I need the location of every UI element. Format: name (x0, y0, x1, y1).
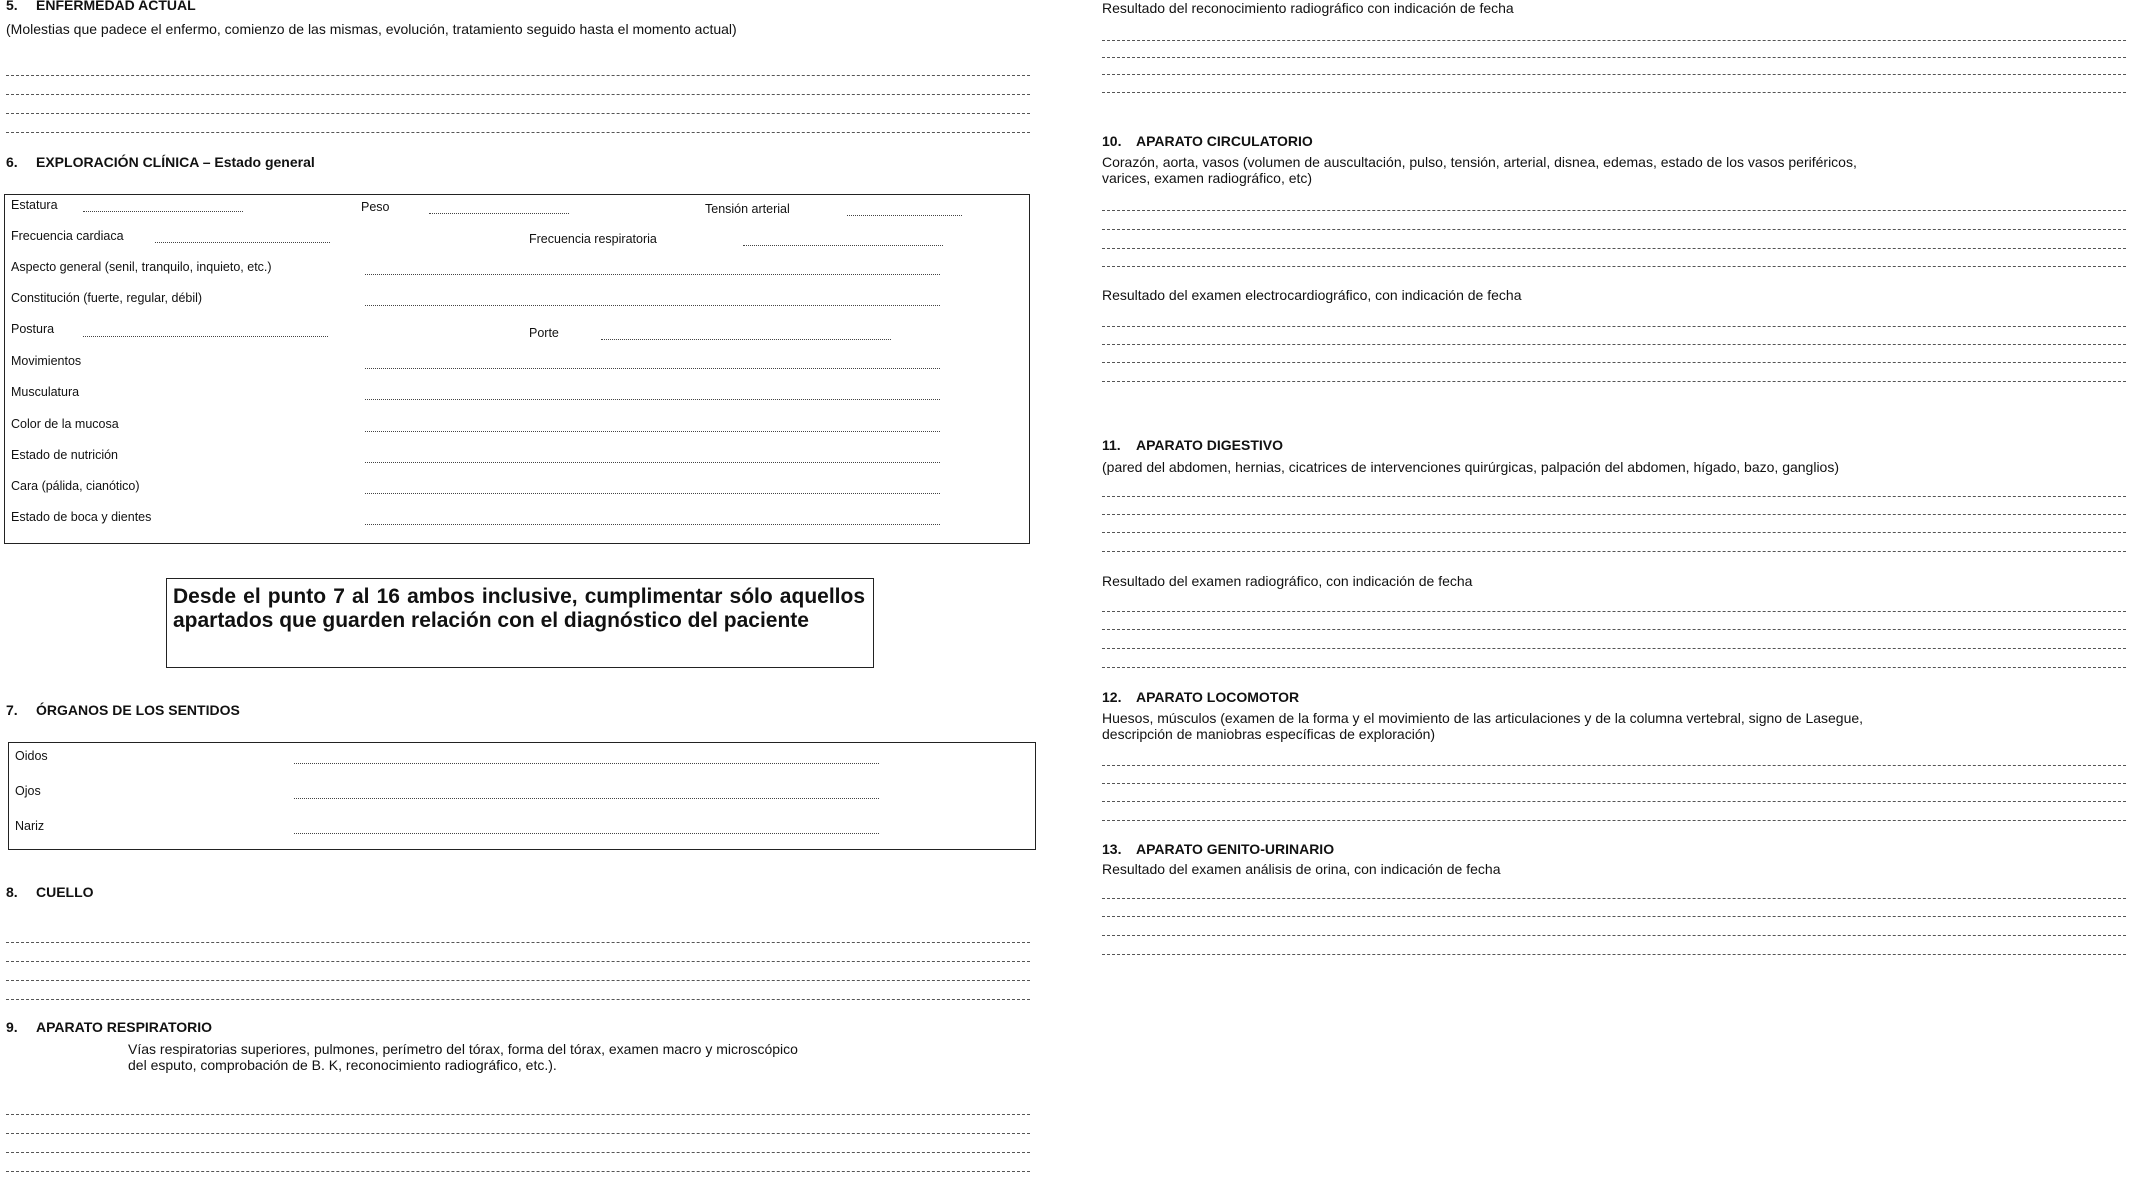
cara-label: Cara (pálida, cianótico) (11, 479, 140, 493)
digestive-radiographic-line[interactable] (1102, 629, 2126, 630)
postura-field[interactable] (83, 336, 328, 337)
postura-label: Postura (11, 322, 55, 336)
section-12-heading: 12. APARATO LOCOMOTOR (1102, 689, 1300, 705)
section-8-line[interactable] (6, 999, 1030, 1000)
section-5-heading: 5. ENFERMEDAD ACTUAL (6, 0, 196, 13)
section-5-subtitle: (Molestias que padece el enfermo, comienzo de las mismas, evolución, tratamiento seguido hasta el momento actual) (6, 21, 737, 37)
mucosa-label: Color de la mucosa (11, 417, 119, 431)
tension-field[interactable] (847, 215, 962, 216)
boca-field[interactable] (365, 524, 940, 525)
section-5-line[interactable] (6, 75, 1030, 76)
digestive-radiographic-line[interactable] (1102, 611, 2126, 612)
porte-field[interactable] (601, 339, 891, 340)
frecuencia-cardiaca-field[interactable] (155, 242, 330, 243)
section-10-description-2: varices, examen radiográfico, etc) (1102, 170, 1313, 186)
general-exam-box (4, 194, 1030, 544)
instruction-note-box (166, 578, 874, 668)
section-11-description: (pared del abdomen, hernias, cicatrices de intervenciones quirúrgicas, palpación del abdomen, hígado, bazo, ganglios) (1102, 459, 1840, 475)
section-13-line[interactable] (1102, 954, 2126, 955)
estatura-label: Estatura (11, 198, 58, 212)
section-12-line[interactable] (1102, 820, 2126, 821)
section-9-heading: 9. APARATO RESPIRATORIO (6, 1019, 213, 1035)
constitucion-field[interactable] (365, 305, 940, 306)
section-9-description-1: Vías respiratorias superiores, pulmones, perímetro del tórax, forma del tórax, examen macro y microscópico (128, 1041, 798, 1057)
aspecto-field[interactable] (365, 274, 940, 275)
musculatura-field[interactable] (365, 399, 940, 400)
radiographic-result-label: Resultado del reconocimiento radiográfico con indicación de fecha (1102, 0, 1514, 16)
nariz-field[interactable] (294, 833, 879, 834)
section-5-line[interactable] (6, 94, 1030, 95)
oidos-label: Oidos (15, 749, 48, 763)
section-11-line[interactable] (1102, 496, 2126, 497)
mucosa-field[interactable] (365, 431, 940, 432)
section-8-line[interactable] (6, 980, 1030, 981)
ecg-line[interactable] (1102, 381, 2126, 382)
nutricion-field[interactable] (365, 462, 940, 463)
movimientos-field[interactable] (365, 368, 940, 369)
peso-field[interactable] (429, 213, 569, 214)
section-10-heading: 10. APARATO CIRCULATORIO (1102, 133, 1313, 149)
radiographic-line[interactable] (1102, 40, 2126, 41)
radiographic-line[interactable] (1102, 92, 2126, 93)
digestive-radiographic-label: Resultado del examen radiográfico, con indicación de fecha (1102, 573, 1473, 589)
ecg-result-label: Resultado del examen electrocardiográfico, con indicación de fecha (1102, 287, 1522, 303)
digestive-radiographic-line[interactable] (1102, 648, 2126, 649)
section-9-description-2: del esputo, comprobación de B. K, reconocimiento radiográfico, etc.). (128, 1057, 557, 1073)
radiographic-line[interactable] (1102, 57, 2126, 58)
section-13-heading: 13. APARATO GENITO-URINARIO (1102, 841, 1335, 857)
frecuencia-respiratoria-field[interactable] (743, 245, 943, 246)
musculatura-label: Musculatura (11, 385, 80, 399)
section-10-line[interactable] (1102, 229, 2126, 230)
nariz-label: Nariz (15, 819, 45, 833)
section-10-description-1: Corazón, aorta, vasos (volumen de auscultación, pulso, tensión, arterial, disnea, edemas, estado de los vasos periféricos, (1102, 154, 1857, 170)
ecg-line[interactable] (1102, 344, 2126, 345)
section-6-heading: 6. EXPLORACIÓN CLÍNICA – Estado general (6, 154, 315, 170)
ecg-line[interactable] (1102, 362, 2126, 363)
instruction-note: Desde el punto 7 al 16 ambos inclusive, cumplimentar sólo aquellos apartados que guarden relación con el diagnóstico del paciente (173, 585, 865, 632)
section-5-line[interactable] (6, 113, 1030, 114)
section-8-line[interactable] (6, 961, 1030, 962)
section-12-line[interactable] (1102, 765, 2126, 766)
frecuencia-cardiaca-label: Frecuencia cardiaca (11, 229, 124, 243)
boca-label: Estado de boca y dientes (11, 510, 152, 524)
movimientos-label: Movimientos (11, 354, 82, 368)
section-13-line[interactable] (1102, 898, 2126, 899)
porte-label: Porte (529, 326, 559, 340)
section-13-description: Resultado del examen análisis de orina, con indicación de fecha (1102, 861, 1501, 877)
section-8-heading: 8. CUELLO (6, 884, 94, 900)
section-8-line[interactable] (6, 942, 1030, 943)
section-7-heading: 7. ÓRGANOS DE LOS SENTIDOS (6, 702, 240, 718)
section-9-line[interactable] (6, 1152, 1030, 1153)
section-9-line[interactable] (6, 1114, 1030, 1115)
section-10-line[interactable] (1102, 248, 2126, 249)
estatura-field[interactable] (83, 211, 243, 212)
tension-label: Tensión arterial (705, 202, 790, 216)
ecg-line[interactable] (1102, 326, 2126, 327)
section-10-line[interactable] (1102, 266, 2126, 267)
radiographic-line[interactable] (1102, 74, 2126, 75)
section-13-line[interactable] (1102, 935, 2126, 936)
frecuencia-respiratoria-label: Frecuencia respiratoria (529, 232, 657, 246)
ojos-label: Ojos (15, 784, 41, 798)
aspecto-label: Aspecto general (senil, tranquilo, inquieto, etc.) (11, 260, 272, 274)
nutricion-label: Estado de nutrición (11, 448, 119, 462)
section-12-description-2: descripción de maniobras específicas de exploración) (1102, 726, 1436, 742)
ojos-field[interactable] (294, 798, 879, 799)
section-12-line[interactable] (1102, 801, 2126, 802)
peso-label: Peso (361, 200, 390, 214)
section-12-line[interactable] (1102, 783, 2126, 784)
constitucion-label: Constitución (fuerte, regular, débil) (11, 291, 203, 305)
section-11-line[interactable] (1102, 514, 2126, 515)
section-12-description-1: Huesos, músculos (examen de la forma y el movimiento de las articulaciones y de la columna vertebral, signo de Lasegue, (1102, 710, 1864, 726)
section-13-line[interactable] (1102, 916, 2126, 917)
section-5-line[interactable] (6, 132, 1030, 133)
oidos-field[interactable] (294, 763, 879, 764)
section-9-line[interactable] (6, 1171, 1030, 1172)
section-9-line[interactable] (6, 1133, 1030, 1134)
digestive-radiographic-line[interactable] (1102, 667, 2126, 668)
section-11-line[interactable] (1102, 532, 2126, 533)
section-11-line[interactable] (1102, 551, 2126, 552)
section-10-line[interactable] (1102, 210, 2126, 211)
section-11-heading: 11. APARATO DIGESTIVO (1102, 437, 1284, 453)
senses-box (8, 742, 1036, 850)
cara-field[interactable] (365, 493, 940, 494)
